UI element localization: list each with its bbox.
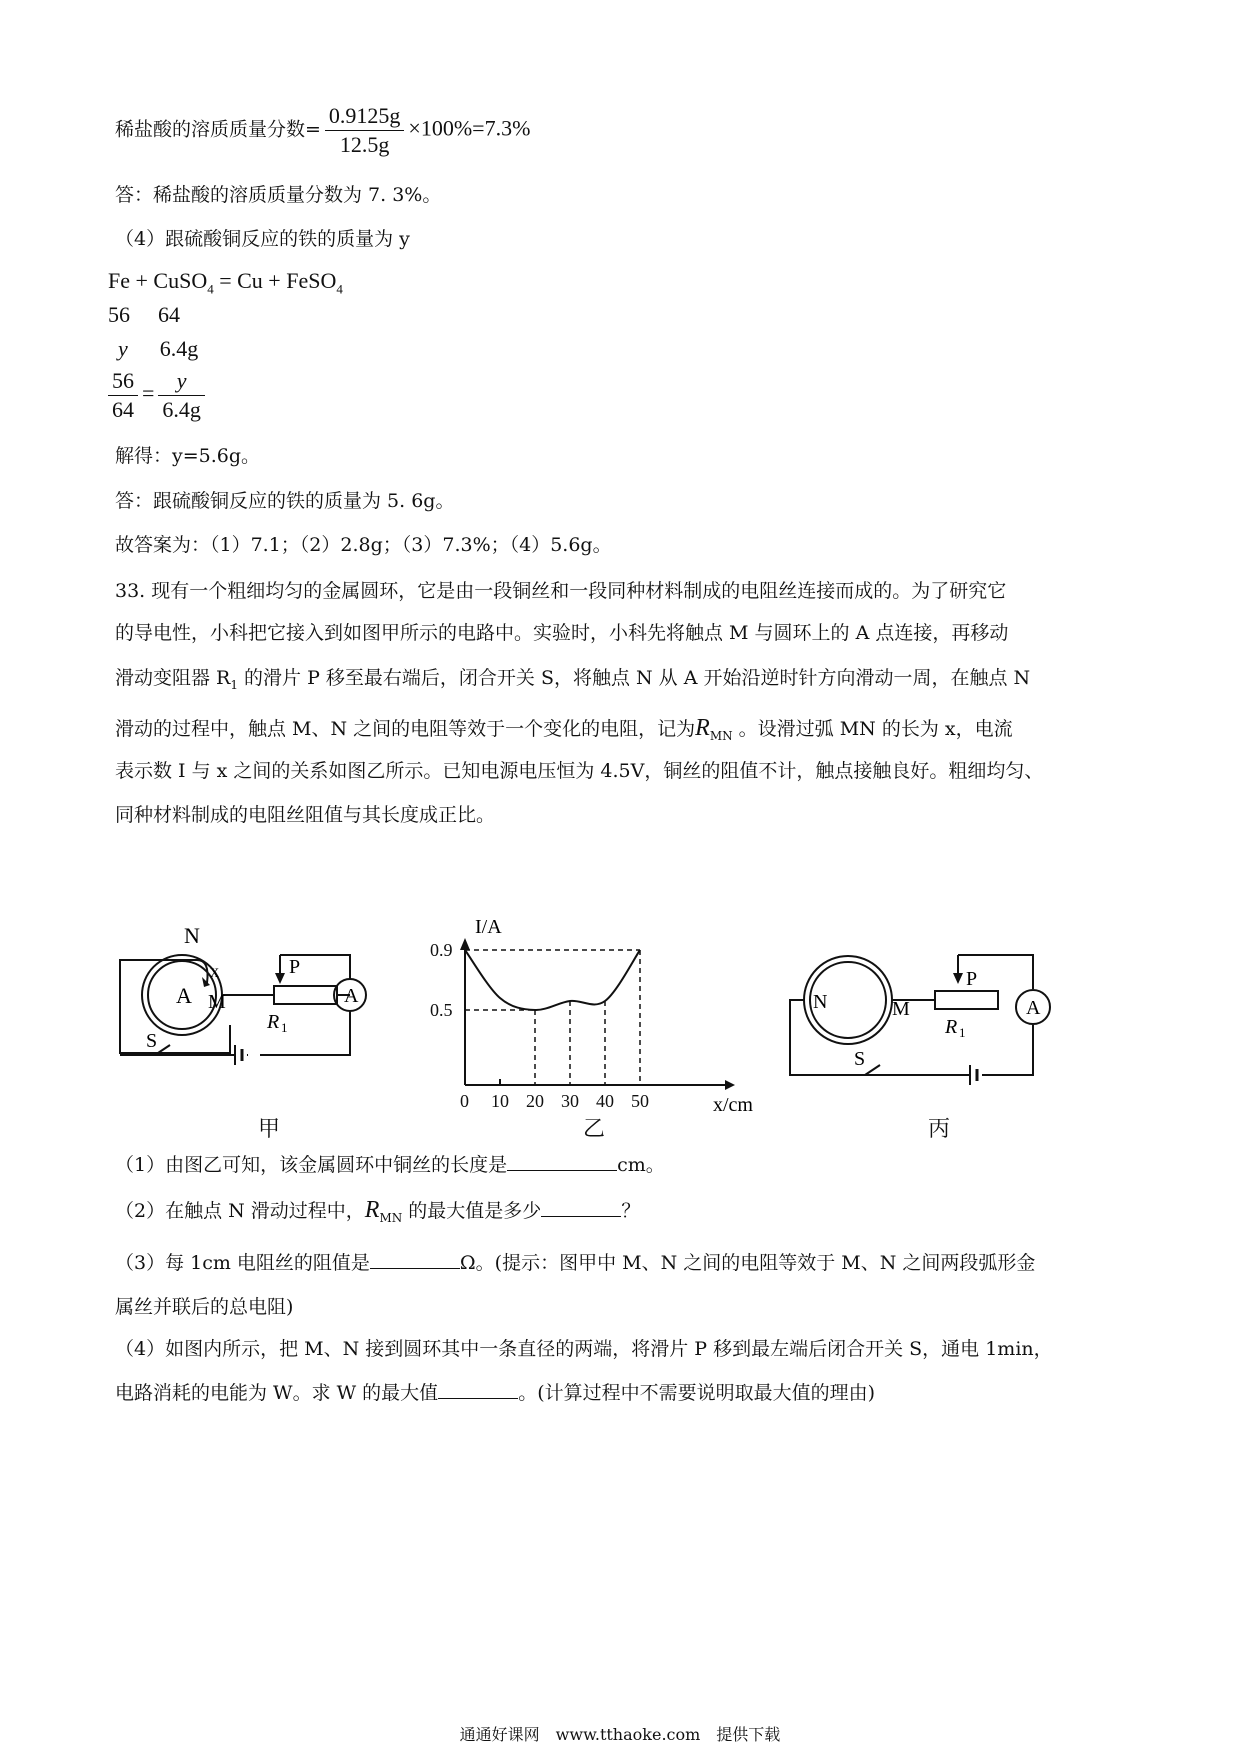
svg-text:R: R bbox=[945, 1016, 958, 1038]
problem-line-3: 滑动变阻器 $R_1$ 的滑片 P 移至最右端后，闭合开关 S，将触点 N 从 A 开始沿逆时针方向滑动一周，在触点 N bbox=[115, 667, 1031, 692]
problem-line-1: 33. 现有一个粗细均匀的金属圆环，它是由一段铜丝和一段同种材料制成的电阻丝连接而成的。为了研究它 bbox=[115, 580, 1007, 602]
solution-answer-2: 答：跟硫酸铜反应的铁的质量为 5. 6g。 bbox=[115, 490, 455, 512]
answer-blank-1[interactable] bbox=[507, 1170, 617, 1171]
question-4-cont: 电路消耗的电能为 W。求 W 的最大值 。(计算过程中不需要说明取最大值的理由) bbox=[115, 1382, 876, 1404]
svg-text:S: S bbox=[854, 1048, 866, 1070]
svg-text:A: A bbox=[344, 985, 359, 1007]
x-axis-label: x/cm bbox=[713, 1094, 753, 1116]
svg-text:M: M bbox=[892, 998, 910, 1020]
problem-line-4: 滑动的过程中，触点 M、N 之间的电阻等效于一个变化的电阻，记为$R_{MN}$ 。设滑过弧 MN 的长为 x，电流 bbox=[115, 715, 1013, 743]
solution-answer-1: 答：稀盐酸的溶质质量分数为 7. 3%。 bbox=[115, 184, 442, 206]
svg-text:P: P bbox=[966, 968, 978, 990]
label-N: N bbox=[184, 923, 200, 948]
percent-result: ×100%=7.3% bbox=[408, 115, 531, 141]
circuit-figure-jia bbox=[100, 915, 400, 1105]
solution-line-1 bbox=[115, 105, 530, 156]
x-tick-label: 30 bbox=[561, 1091, 579, 1111]
svg-text:S: S bbox=[146, 1030, 158, 1052]
question-4: （4）如图内所示，把 M、N 接到圆环其中一条直径的两端，将滑片 P 移到最左端后闭合开关 S，通电 1min， bbox=[115, 1338, 1053, 1360]
svg-text:M: M bbox=[208, 991, 226, 1013]
question-1: （1）由图乙可知，该金属圆环中铜丝的长度是 cm。 bbox=[115, 1154, 665, 1176]
page-footer: 通通好课网 www.tthaoke.com 提供下载 bbox=[459, 1725, 781, 1744]
x-tick-label: 0 bbox=[460, 1091, 469, 1111]
svg-text:P: P bbox=[289, 956, 301, 978]
mass-row-1: 56 64 bbox=[108, 302, 180, 327]
fraction-mass: $\frac{0.9125g}{12.5g}$ bbox=[325, 105, 405, 156]
mass-row-2: y 6.4g bbox=[118, 336, 199, 361]
current-vs-length-chart bbox=[425, 916, 765, 1116]
problem-line-2: 的导电性，小科把它接入到如图甲所示的电路中。实验时，小科先将触点 M 与圆环上的 A 点连接，再移动 bbox=[115, 622, 1009, 644]
answer-blank-3[interactable] bbox=[370, 1268, 460, 1269]
svg-text:x: x bbox=[210, 961, 219, 981]
answer-blank-2[interactable] bbox=[541, 1216, 621, 1217]
percent-label: 稀盐酸的溶质质量分数= bbox=[115, 118, 321, 141]
problem-line-5: 表示数 I 与 x 之间的关系如图乙所示。已知电源电压恒为 4.5V，铜丝的阻值不计，触点接触良好。粗细均匀、 bbox=[115, 760, 1044, 782]
reaction-equation: Fe + CuSO$_4$ = Cu + FeSO$_4$ bbox=[108, 268, 343, 297]
y-axis-label: I/A bbox=[475, 916, 502, 938]
figure-label-yi: 乙 bbox=[583, 1117, 606, 1142]
x-tick-label: 20 bbox=[526, 1091, 544, 1111]
figure-label-bing: 丙 bbox=[928, 1117, 951, 1142]
question-3: （3）每 1cm 电阻丝的阻值是 Ω。(提示：图甲中 M、N 之间的电阻等效于 M、N 之间两段弧形金 bbox=[115, 1252, 1036, 1274]
svg-text:1: 1 bbox=[281, 1020, 288, 1035]
svg-text:1: 1 bbox=[959, 1025, 966, 1040]
chart-axes bbox=[465, 950, 725, 1085]
question-2: （2）在触点 N 滑动过程中，$R_{MN}$ 的最大值是多少 ？ bbox=[115, 1197, 641, 1225]
svg-text:R: R bbox=[267, 1011, 280, 1033]
final-answer: 故答案为：（1）7.1；（2）2.8g；（3）7.3%；（4）5.6g。 bbox=[115, 534, 612, 556]
solve-line: 解得：y=5.6g。 bbox=[115, 445, 261, 467]
svg-text:A: A bbox=[176, 983, 192, 1008]
figure-label-jia: 甲 bbox=[258, 1117, 281, 1142]
x-tick-label: 50 bbox=[631, 1091, 649, 1111]
y-tick-label: 0.5 bbox=[430, 1000, 453, 1020]
answer-blank-4[interactable] bbox=[438, 1398, 518, 1399]
question-3-cont: 属丝并联后的总电阻) bbox=[115, 1296, 294, 1318]
x-tick-label: 10 bbox=[491, 1091, 509, 1111]
problem-line-6: 同种材料制成的电阻丝阻值与其长度成正比。 bbox=[115, 804, 496, 826]
svg-text:A: A bbox=[1026, 997, 1041, 1019]
svg-text:N: N bbox=[813, 991, 828, 1013]
y-tick-label: 0.9 bbox=[430, 940, 453, 960]
circuit-figure-bing bbox=[770, 935, 1070, 1105]
ratio-equation: $\frac{56}{64}$ = $\frac{y}{6.4g}$ bbox=[104, 370, 209, 421]
x-tick-label: 40 bbox=[596, 1091, 614, 1111]
current-curve bbox=[465, 950, 640, 1010]
solution-step-4: （4）跟硫酸铜反应的铁的质量为 y bbox=[115, 228, 410, 250]
